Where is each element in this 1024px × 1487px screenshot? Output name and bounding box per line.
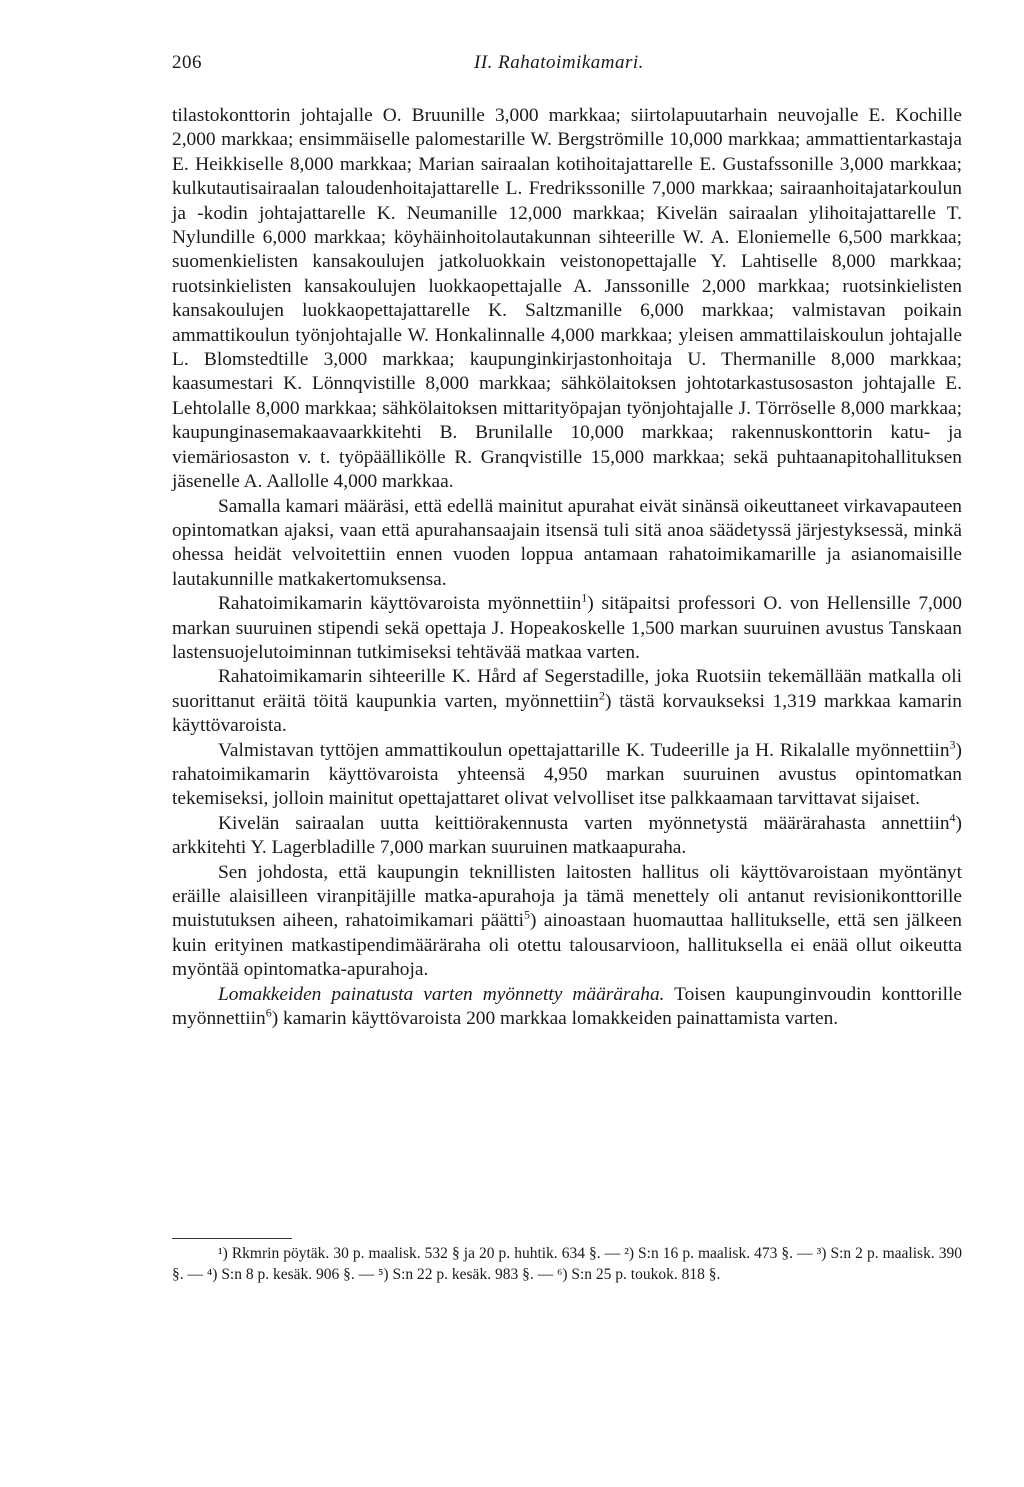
paragraph-text: Toisen kaupunginvoudin konttorille myönnettiin xyxy=(172,983,962,1030)
footnote-divider xyxy=(172,1238,292,1239)
paragraph-text: ) ainoastaan huomauttaa hallitukselle, että sen jälkeen kuin erityinen matkastipendimääräraha oli otettu talousarvioon, hallituksella ei enää ollut oikeutta myöntää opintomatka-apurahoja. xyxy=(172,910,962,981)
paragraph-text: Samalla kamari määräsi, että edellä mainitut apurahat eivät sinänsä oikeuttaneet virkavapauteen opintomatkan ajaksi, vaan että apurahansaajain itsensä tuli sitä anoa säädetyssä järjestyksessä, minkä ohessa heidät velvoitettiin ennen vuoden loppua antamaan rahatoimikamarille ja asianomaisille lautakunnille matkakertomuksensa. xyxy=(172,495,962,590)
paragraph-2 xyxy=(172,495,962,593)
paragraph-text: Valmistavan tyttöjen ammattikoulun opettajattarille K. Tudeerille ja H. Rikalalle myönnettiin xyxy=(218,739,950,761)
paragraph-4 xyxy=(172,665,962,738)
footnote-text: ¹) Rkmrin pöytäk. 30 p. maalisk. 532 § ja 20 p. huhtik. 634 §. — ²) S:n 16 p. maalisk. 473 §. — ³) S:n 2 p. maalisk. 390 §. — ⁴) S:n 8 p. kesäk. 906 §. — ⁵) S:n 22 p. kesäk. 983 §. — ⁶) S:n 25 p. toukok. 818 §. xyxy=(172,1245,962,1283)
paragraph-text: ) rahatoimikamarin käyttövaroista yhteensä 4,950 markan suuruinen avustus opintomatkan tekemiseksi, jolloin mainitut opettajattaret olivat velvolliset itse palkkaamaan tarvittavat sijaiset. xyxy=(172,739,962,810)
footnote-ref-6: 6 xyxy=(265,1005,272,1020)
paragraph-text: ) kamarin käyttövaroista 200 markkaa lomakkeiden painattamista varten. xyxy=(271,1008,839,1030)
footnote-ref-5: 5 xyxy=(523,907,530,922)
section-heading: Lomakkeiden painatusta varten myönnetty määräraha. xyxy=(218,983,665,1005)
paragraph-text: Sen johdosta, että kaupungin teknillisten laitosten hallitus oli käyttövaroistaan myöntänyt eräille alaisilleen viranpitäjille matka-apurahoja ja tämä menettely oli antanut revisionikonttorille muistutuksen aiheen, rahatoimikamari päätti xyxy=(172,861,962,932)
paragraph-5 xyxy=(172,739,962,812)
paragraph-3 xyxy=(172,592,962,665)
paragraph-text: ) arkkitehti Y. Lagerbladille 7,000 markan suuruinen matkaapuraha. xyxy=(172,812,962,859)
paragraph-7 xyxy=(172,861,962,983)
paragraph-text: ) sitäpaitsi professori O. von Hellensille 7,000 markan suuruinen stipendi sekä opettaja J. Hopeakoskelle 1,500 markan suuruinen avustus Tanskaan lastensuojelutoiminnan tutkimiseksi tehtävää matkaa varten. xyxy=(172,593,962,663)
paragraph-text: Rahatoimikamarin käyttövaroista myönnettiin xyxy=(218,593,582,615)
footnote-ref-3: 3 xyxy=(949,737,956,752)
footnote-ref-2: 2 xyxy=(599,688,606,703)
footnote-ref-4: 4 xyxy=(949,810,956,825)
paragraph-1 xyxy=(172,104,962,495)
paragraph-text: Kivelän sairaalan uutta keittiörakennusta varten myönnetystä määrärahasta annettiin xyxy=(218,812,950,834)
body-text xyxy=(172,104,962,1031)
paragraph-8 xyxy=(172,983,962,1032)
page-header xyxy=(172,52,962,82)
running-title: II. Rahatoimikamari. xyxy=(474,52,644,73)
page-number: 206 xyxy=(172,52,202,73)
footnotes xyxy=(172,1244,962,1285)
paragraph-text: ) tästä korvaukseksi 1,319 markkaa kamarin käyttövaroista. xyxy=(172,690,962,737)
paragraph-text: tilastokonttorin johtajalle O. Bruunille 3,000 markkaa; siirtolapuutarhain neuvojalle E. Kochille 2,000 markkaa; ensimmäiselle palomestarille W. Bergströmille 10,000 markkaa; ammattientarkastaja E. Heikkiselle 8,000 markkaa; Marian sairaalan kotihoitajattarelle E. Gustafssonille 3,000 markkaa; kulkutautisairaalan taloudenhoitajattarelle L. Fredrikssonille 7,000 markkaa; sairaanhoitajatarkoulun ja -kodin johtajattarelle K. Neumanille 12,000 markkaa; Kivelän sairaalan ylihoitajattarelle T. Nylundille 6,000 markkaa; köyhäinhoitolautakunnan sihteerille W. A. Eloniemelle 6,500 markkaa; suomenkielisten kansakoulujen jatkoluokkain veistonopettajalle Y. Lahtiselle 8,000 markkaa; ruotsinkielisten kansakoulujen luokkaopettajalle A. Janssonille 2,000 markkaa; ruotsinkielisten kansakoulujen luokkaopettajattarelle K. Saltzmanille 6,000 markkaa; valmistavan poikain ammattikoulun työnjohtajalle W. Honkalinnalle 4,000 markkaa; yleisen ammattilaiskoulun johtajalle L. Blomstedtille 3,000 markkaa; kaupunginkirjastonhoitaja U. Thermanille 8,000 markkaa; kaasumestari K. Lönnqvistille 8,000 markkaa; sähkölaitoksen johtotarkastusosaston johtajalle E. Lehtolalle 8,000 markkaa; sähkölaitoksen mittarityöpajan työnjohtajalle J. Törröselle 8,000 markkaa; kaupunginasemakaavaarkkitehti B. Brunilalle 10,000 markkaa; rakennuskonttorin katu- ja viemäriosaston v. t. työpäällikölle R. Granqvistille 15,000 markkaa; sekä puhtaanapitohallituksen jäsenelle A. Aallolle 4,000 markkaa. xyxy=(172,105,962,493)
paragraph-text: Rahatoimikamarin sihteerille K. Hård af Segerstadille, joka Ruotsiin tekemällään matkalla oli suorittanut eräitä töitä kaupunkia varten, myönnettiin xyxy=(172,666,962,712)
paragraph-6 xyxy=(172,812,962,861)
footnote-ref-1: 1 xyxy=(581,590,588,605)
